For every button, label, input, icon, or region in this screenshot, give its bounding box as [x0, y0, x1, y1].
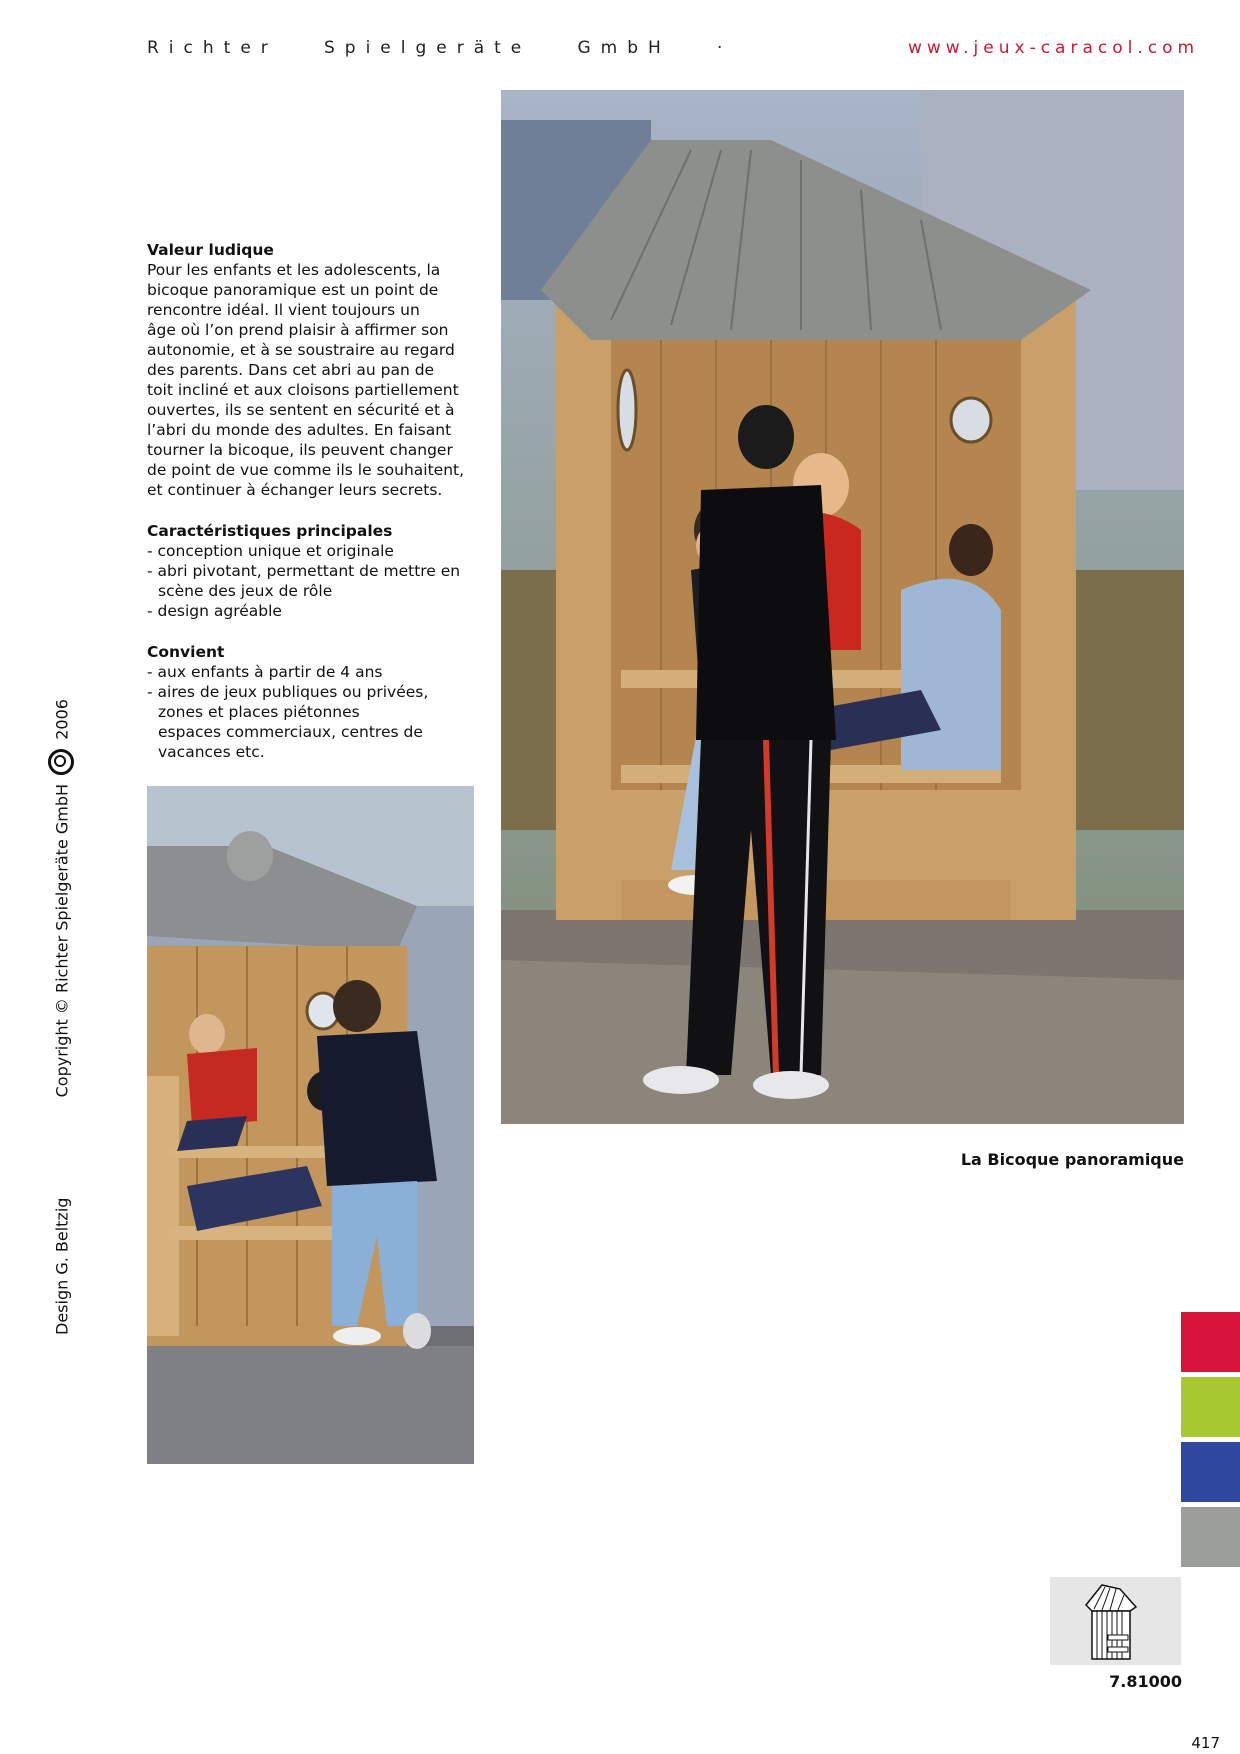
designer-credit: Design G. Beltzig: [52, 1197, 72, 1335]
text-line: toit incliné et aux cloisons partiellement: [147, 381, 459, 399]
header-company: Richter Spielgeräte GmbH ·: [147, 38, 733, 58]
list-item-continuation: espaces commerciaux, centres de: [158, 723, 423, 741]
snail-logo-icon: [48, 749, 74, 775]
text-line: l’abri du monde des adultes. En faisant: [147, 421, 452, 439]
list-item: - abri pivotant, permettant de mettre en: [147, 562, 461, 580]
text-line: bicoque panoramique est un point de: [147, 281, 439, 299]
text-line: autonomie, et à se soustraire au regard: [147, 341, 455, 359]
text-line: rencontre idéal. Il vient toujours un: [147, 301, 420, 319]
product-icon-box: [1050, 1577, 1181, 1665]
text-line: de point de vue comme ils le souhaitent,: [147, 461, 465, 479]
color-swatch-grey: [1181, 1507, 1240, 1567]
text-line: des parents. Dans cet abri au pan de: [147, 361, 435, 379]
text-line: âge où l’on prend plaisir à affirmer son: [147, 321, 449, 339]
section-valeur-ludique: [147, 240, 477, 500]
list-item-continuation: vacances etc.: [158, 743, 265, 761]
text-line: Pour les enfants et les adolescents, la: [147, 261, 441, 279]
list-item: - conception unique et originale: [147, 542, 394, 560]
list-item: - design agréable: [147, 602, 282, 620]
text-line: et continuer à échanger leurs secrets.: [147, 481, 443, 499]
section-heading: Valeur ludique: [147, 241, 274, 259]
section-heading: Caractéristiques principales: [147, 522, 393, 540]
color-swatch-red: [1181, 1312, 1240, 1372]
list-item: - aires de jeux publiques ou privées,: [147, 683, 429, 701]
section-caracteristiques: [147, 521, 477, 621]
description-column: [147, 240, 477, 783]
main-photo: [501, 90, 1184, 1124]
list-item-continuation: scène des jeux de rôle: [158, 582, 333, 600]
color-swatch-blue: [1181, 1442, 1240, 1502]
copyright-year: 2006: [52, 699, 72, 740]
text-line: ouvertes, ils se sentent en sécurité et à: [147, 401, 455, 419]
photo-caption: La Bicoque panoramique: [960, 1150, 1184, 1169]
list-item-continuation: zones et places piétonnes: [158, 703, 360, 721]
text-line: tourner la bicoque, ils peuvent changer: [147, 441, 453, 459]
product-code: 7.81000: [1109, 1672, 1182, 1691]
header-url[interactable]: www.jeux-caracol.com: [908, 38, 1200, 58]
color-swatch-green: [1181, 1377, 1240, 1437]
secondary-photo: [147, 786, 474, 1464]
copyright-text: Copyright © Richter Spielgeräte GmbH: [52, 783, 72, 1098]
hut-line-drawing-icon: [1050, 1577, 1181, 1665]
list-item: - aux enfants à partir de 4 ans: [147, 663, 383, 681]
section-heading: Convient: [147, 643, 225, 661]
section-convient: [147, 642, 477, 762]
page-number: 417: [1191, 1734, 1220, 1752]
vertical-credits: [50, 699, 76, 1335]
